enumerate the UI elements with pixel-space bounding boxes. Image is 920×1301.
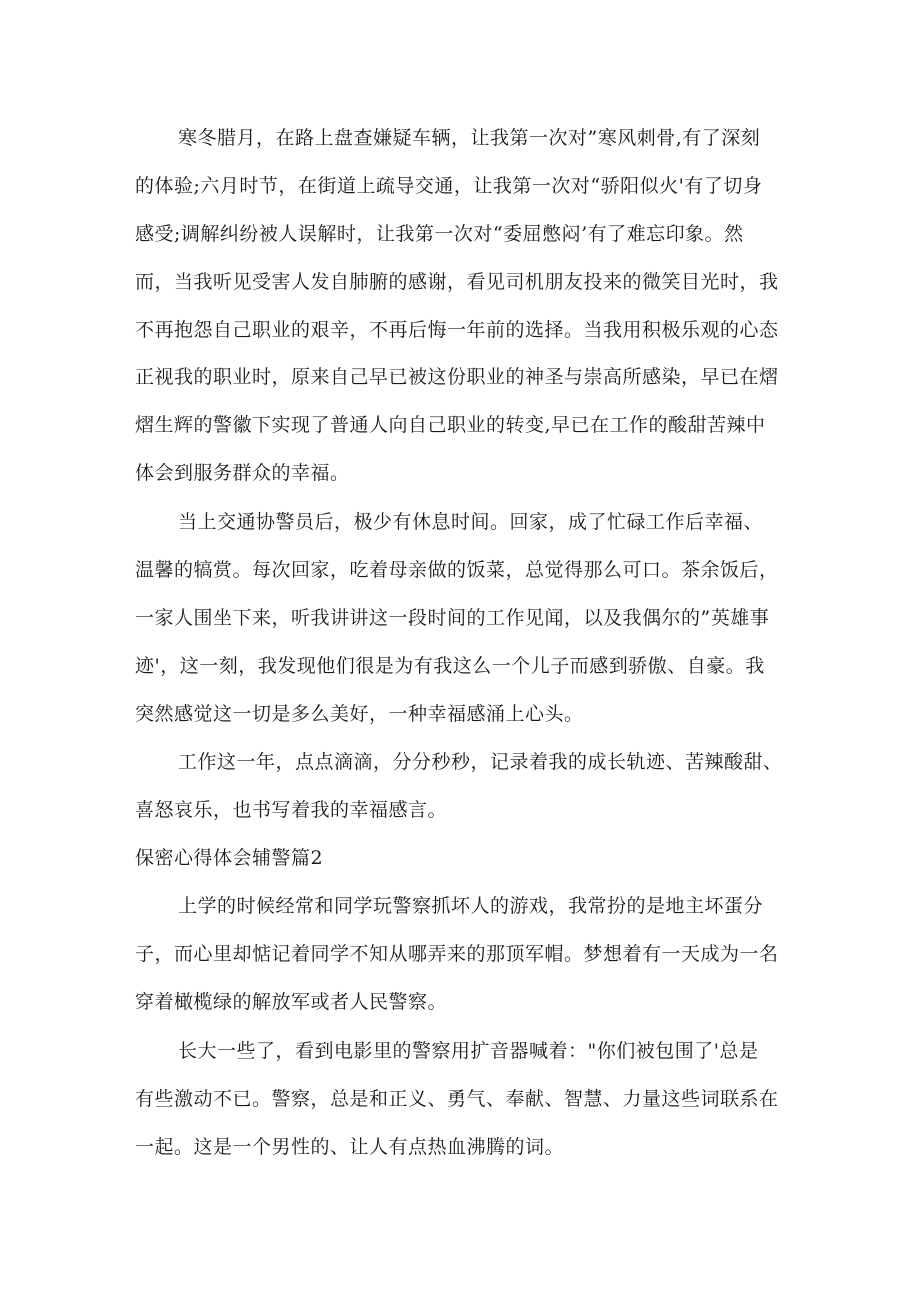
paragraph-2-line-3: 一家人围坐下来，听我讲讲这一段时间的工作见闻，以及我偶尔的”英雄事 xyxy=(135,607,770,629)
paragraph-1-line-6: 正视我的职业时，原来自己早已被这份职业的神圣与崇高所感染，早已在熠 xyxy=(135,366,779,388)
paragraph-2-line-1: 当上交通协警员后，极少有休息时间。回家，成了忙碌工作后幸福、 xyxy=(178,511,764,533)
paragraph-1-line-7: 熠生辉的警徽下实现了普通人向自己职业的转变,早已在工作的酸甜苦辣中 xyxy=(135,414,766,436)
paragraph-1-line-1: 寒冬腊月，在路上盘查嫌疑车辆，让我第一次对”寒风刺骨,有了深刻 xyxy=(178,127,761,149)
paragraph-3-line-2: 喜怒哀乐，也书写着我的幸福感言。 xyxy=(135,799,448,821)
paragraph-5-line-3: 一起。这是一个男性的、让人有点热血沸腾的词。 xyxy=(135,1136,565,1158)
paragraph-4-line-3: 穿着橄榄绿的解放军或者人民警察。 xyxy=(135,991,448,1013)
paragraph-1-line-5: 不再抱怨自己职业的艰辛，不再后悔一年前的选择。当我用积极乐观的心态 xyxy=(135,319,779,341)
paragraph-2-line-5: 突然感觉这一切是多么美好，一种幸福感涌上心头。 xyxy=(135,703,584,725)
paragraph-1-line-2: 的体验;六月时节，在街道上疏导交通，让我第一次对“骄阳似火'有了切身 xyxy=(135,175,763,197)
section-heading: 保密心得体会辅警篇2 xyxy=(135,847,324,869)
paragraph-5-line-2: 有些激动不已。警察，总是和正义、勇气、奉献、智慧、力量这些词联系在 xyxy=(135,1088,779,1110)
paragraph-1-line-4: 而，当我听见受害人发自肺腑的感谢，看见司机朋友投来的微笑目光时，我 xyxy=(135,271,779,293)
paragraph-4-line-1: 上学的时候经常和同学玩警察抓坏人的游戏，我常扮的是地主坏蛋分 xyxy=(178,895,764,917)
paragraph-1-line-3: 感受;调解纠纷被人误解时，让我第一次对“委屈憋闷’有了难忘印象。然 xyxy=(135,223,744,245)
paragraph-4-line-2: 子，而心里却惦记着同学不知从哪弄来的那顶军帽。梦想着有一天成为一名 xyxy=(135,943,779,965)
paragraph-2-line-2: 温馨的犒赏。每次回家，吃着母亲做的饭菜，总觉得那么可口。茶余饭后， xyxy=(135,559,779,581)
paragraph-3-line-1: 工作这一年，点点滴滴，分分秒秒，记录着我的成长轨迹、苦辣酸甜、 xyxy=(178,751,783,773)
paragraph-1-line-8: 体会到服务群众的幸福。 xyxy=(135,462,350,484)
paragraph-5-line-1: 长大一些了，看到电影里的警察用扩音器喊着："你们被包围了'总是 xyxy=(178,1040,759,1062)
paragraph-2-line-4: 迹'，这一刻，我发现他们很是为有我这么一个儿子而感到骄傲、自豪。我 xyxy=(135,655,765,677)
